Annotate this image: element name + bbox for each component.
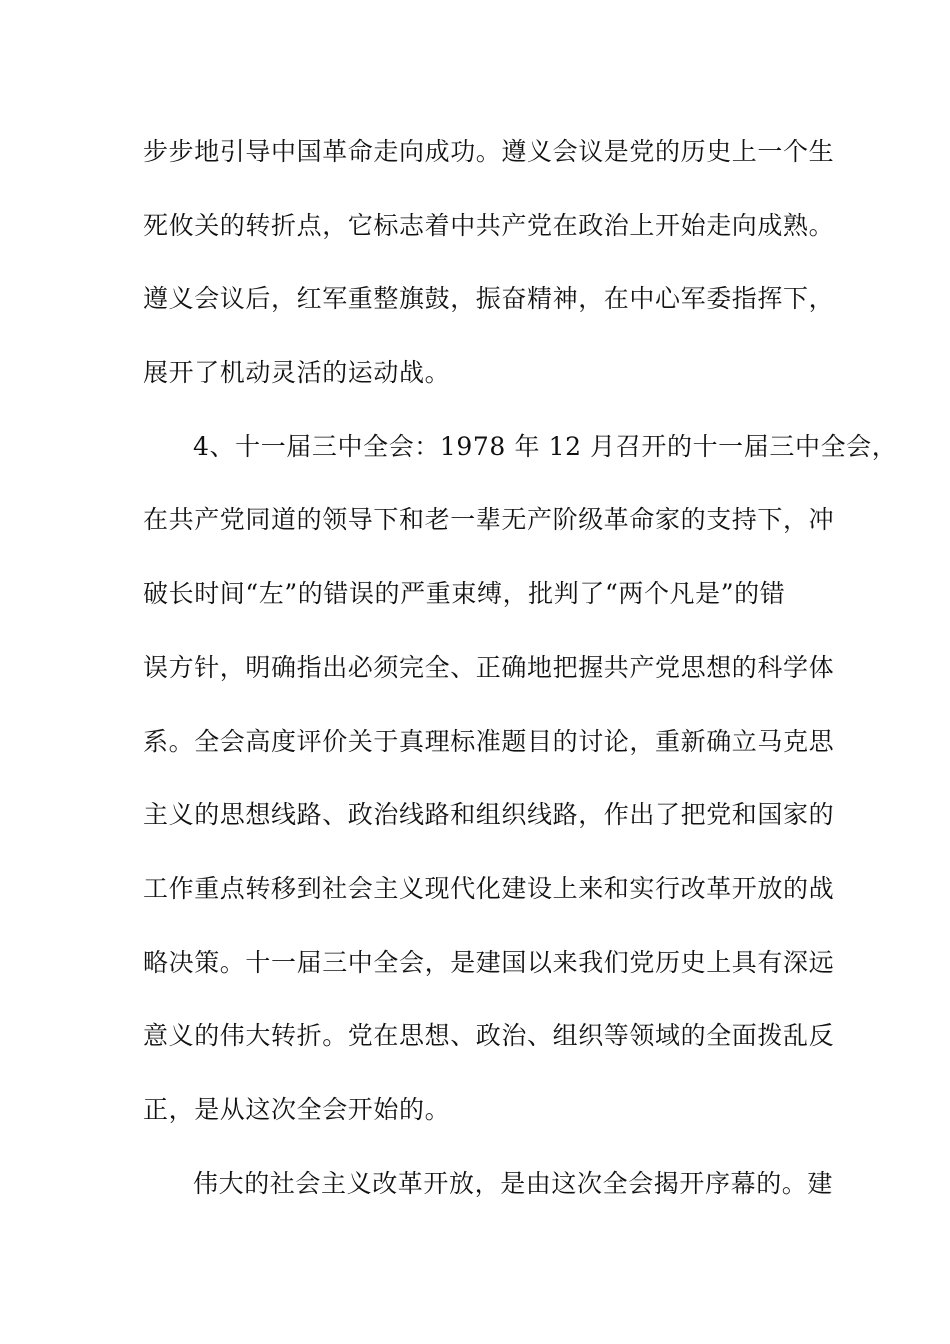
text-line: 略决策。十一届三中全会，是建国以来我们党历史上具有深远 — [143, 947, 835, 977]
text-line: 展开了机动灵活的运动战。 — [143, 358, 451, 388]
paragraph-start-line: 伟大的社会主义改革开放，是由这次全会揭开序幕的。建 — [193, 1168, 834, 1198]
text-line: 系。全会高度评价关于真理标准题目的讨论，重新确立马克思 — [143, 726, 835, 756]
body-text — [143, 128, 898, 1233]
text-line: 主义的思想线路、政治线路和组织线路，作出了把党和国家的 — [143, 800, 835, 830]
text-line: 工作重点转移到社会主义现代化建设上来和实行改革开放的战 — [143, 873, 835, 903]
text-line: 在共产党同道的领导下和老一辈无产阶级革命家的支持下，冲 — [143, 505, 835, 535]
text-line: 误方针，明确指出必须完全、正确地把握共产党思想的科学体 — [143, 652, 835, 682]
section-heading-line: 4、十一届三中全会：1978 年 12 月召开的十一届三中全会， — [193, 431, 898, 461]
text-line: 破长时间“左”的错误的严重束缚，批判了“两个凡是”的错 — [143, 579, 786, 609]
text-line: 步步地引导中国革命走向成功。遵义会议是党的历史上一个生 — [143, 137, 835, 166]
text-line: 遵义会议后，红军重整旗鼓，振奋精神，在中心军委指挥下， — [143, 284, 835, 314]
text-line: 正，是从这次全会开始的。 — [143, 1094, 451, 1124]
text-line: 意义的伟大转折。党在思想、政治、组织等领域的全面拨乱反 — [143, 1021, 835, 1051]
text-line: 死攸关的转折点，它标志着中共产党在政治上开始走向成熟。 — [143, 210, 835, 240]
